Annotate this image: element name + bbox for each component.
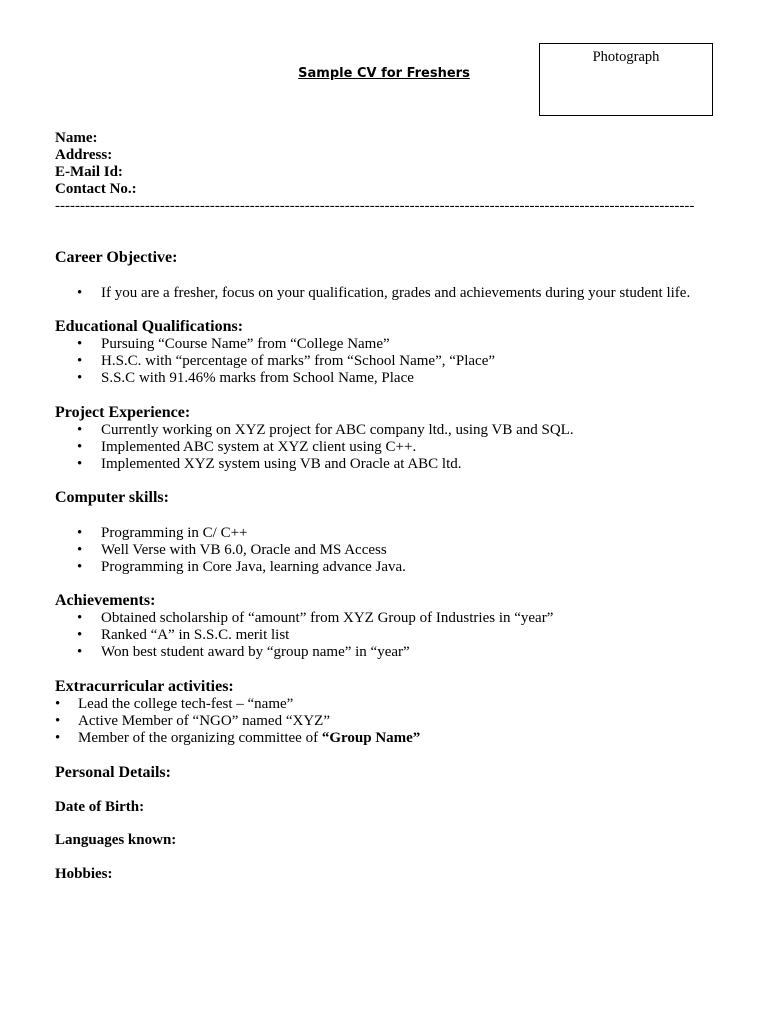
project-experience-heading: Project Experience: [55, 404, 191, 421]
bullet-icon: • [77, 525, 83, 541]
education-list [55, 336, 495, 387]
bullet-icon: • [77, 610, 83, 626]
list-item: • Programming in Core Java, learning advance Java. [77, 559, 406, 575]
education-heading: Educational Qualifications: [55, 318, 244, 335]
achievements-list [55, 610, 553, 661]
list-item: • Pursuing “Course Name” from “College Name” [77, 336, 390, 352]
bullet-icon: • [77, 542, 83, 558]
list-item: • H.S.C. with “percentage of marks” from “School Name”, “Place” [77, 353, 496, 369]
bullet-icon: • [55, 696, 61, 712]
hobbies-label: Hobbies: [55, 866, 113, 882]
bullet-icon: • [77, 439, 83, 455]
list-item: • Lead the college tech-fest – “name” [55, 696, 294, 712]
bullet-icon: • [77, 285, 83, 301]
bullet-icon: • [77, 559, 83, 575]
personal-details-heading: Personal Details: [55, 764, 171, 781]
career-objective-list [55, 285, 690, 302]
list-item: • Obtained scholarship of “amount” from XYZ Group of Industries in “year” [77, 610, 554, 626]
bullet-icon: • [77, 336, 83, 352]
document-title: Sample CV for Freshers [298, 66, 470, 81]
email-label: E-Mail Id: [55, 164, 123, 180]
contact-block [55, 130, 137, 198]
computer-skills-heading: Computer skills: [55, 489, 169, 506]
list-item: • Member of the organizing committee of “Group Name” [55, 730, 421, 746]
photograph-label: Photograph [592, 49, 660, 65]
list-item: • Ranked “A” in S.S.C. merit list [77, 627, 290, 643]
achievements-heading: Achievements: [55, 592, 156, 609]
group-name-emphasis: “Group Name” [321, 730, 421, 746]
career-objective-heading: Career Objective: [55, 249, 178, 266]
list-item: • Won best student award by “group name” in “year” [77, 644, 410, 660]
list-item: • Active Member of “NGO” named “XYZ” [55, 713, 330, 729]
computer-skills-list [55, 525, 406, 576]
bullet-icon: • [77, 353, 83, 369]
bullet-icon: • [77, 422, 83, 438]
list-item: • Currently working on XYZ project for ABC company ltd., using VB and SQL. [77, 422, 574, 438]
list-item: • If you are a fresher, focus on your qualification, grades and achievements during your student life. [77, 285, 691, 301]
bullet-icon: • [55, 713, 61, 729]
bullet-icon: • [77, 644, 83, 660]
address-label: Address: [55, 147, 113, 163]
list-item: • Implemented ABC system at XYZ client using C++. [77, 439, 417, 455]
extracurricular-heading: Extracurricular activities: [55, 678, 234, 695]
date-of-birth-label: Date of Birth: [55, 799, 145, 815]
list-item: • S.S.C with 91.46% marks from School Name, Place [77, 370, 414, 386]
list-item: • Programming in C/ C++ [77, 525, 248, 541]
bullet-icon: • [77, 456, 83, 472]
bullet-icon: • [77, 627, 83, 643]
divider-line: -------------------------------------------------------------------------------------------------------------------------------- [55, 198, 695, 214]
project-experience-list [55, 422, 574, 473]
contact-number-label: Contact No.: [55, 181, 137, 197]
languages-known-label: Languages known: [55, 832, 177, 848]
list-item: • Implemented XYZ system using VB and Oracle at ABC ltd. [77, 456, 462, 472]
bullet-icon: • [77, 370, 83, 386]
list-item: • Well Verse with VB 6.0, Oracle and MS Access [77, 542, 387, 558]
bullet-icon: • [55, 730, 61, 746]
name-label: Name: [55, 130, 98, 146]
extracurricular-list [55, 696, 420, 747]
